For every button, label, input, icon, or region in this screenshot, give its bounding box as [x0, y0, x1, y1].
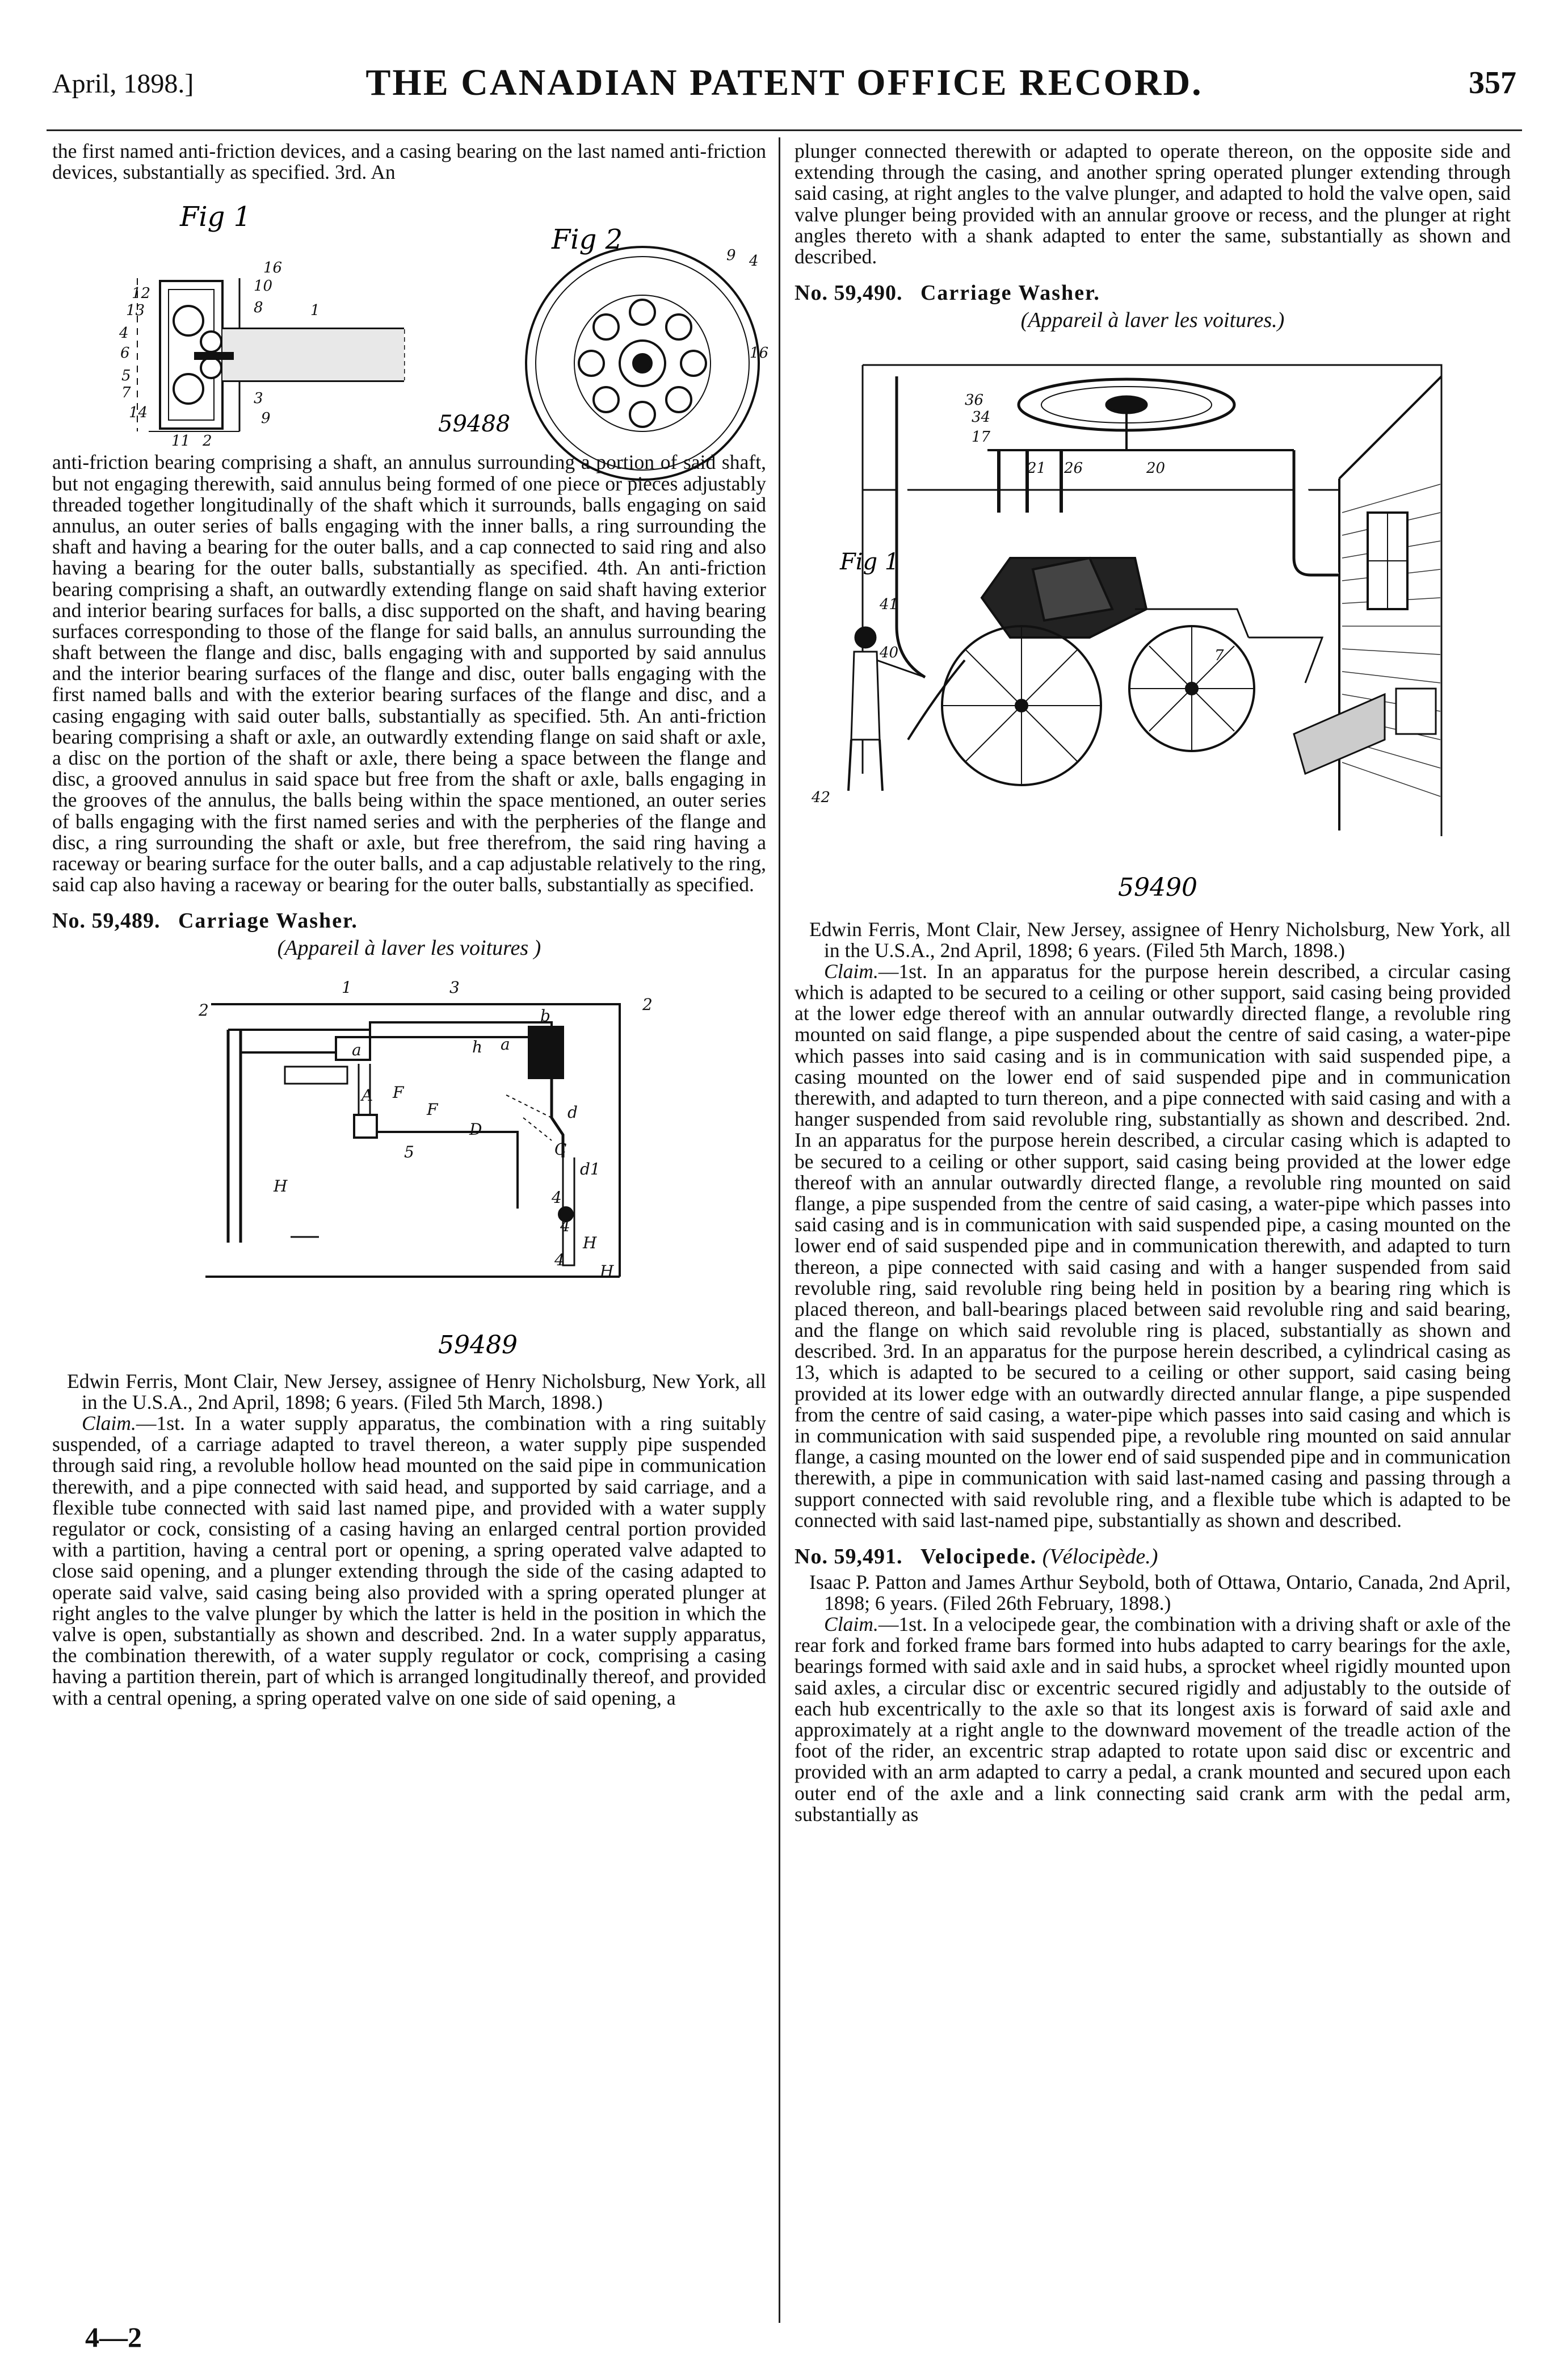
carriage-washer-figure-59490 [794, 342, 1511, 910]
carriage-wash-room-illustration [794, 342, 1511, 910]
anti-friction-bearing-drawing [52, 193, 768, 450]
french-title: (Vélocipède.) [1042, 1544, 1158, 1568]
ceiling-wheel [897, 376, 1339, 677]
svg-text:11: 11 [171, 433, 191, 450]
svg-text:2: 2 [199, 1000, 209, 1020]
svg-text:d1: d1 [580, 1159, 600, 1178]
patent-title: Velocipede. [920, 1544, 1037, 1568]
svg-text:d: d [567, 1102, 578, 1122]
svg-text:9: 9 [726, 247, 736, 265]
fig-label-59490: Fig 1 [840, 548, 899, 575]
patent-heading-59490 [794, 282, 1511, 305]
claim-text: —1st. In an apparatus for the purpose herein described, a circular casing which is adapted to be secured to a ceiling or other support, said casing being provided at the lower edge thereof with an annular outwardly directed flange, a revoluble ring mounted on said flange, a pipe suspended about the centre of said casing, a water-pipe which passes into said casing and is in communication with said suspended pipe, a casing mounted on the lower end of said suspended pipe and in communication therewith, and adapted to turn thereon, and a pipe connected with said casing and with a hanger suspended from said revoluble ring, substantially as shown and described. 2nd. In an apparatus for the purpose herein described, a circular casing which is adapted to be secured to a ceiling or other support, said casing being provided at the lower edge thereof with an annular outwardly directed flange, a revoluble ring mounted on said flange, a pipe suspended from the centre of said casing, a water-pipe which passes into said casing and is in communication with said suspended pipe, a casing mounted on the lower end of said suspended pipe and in communication therewith, and adapted to turn thereon, a pipe connected with said casing and with a hanger suspended from said revoluble ring, said revoluble ring being held in position by a bearing ring which is placed thereon, and ball-bearings placed between said revoluble ring and said bearing, and the flange on which said revoluble ring is placed, substantially as shown and described. 3rd. In an apparatus for the purpose herein described, a cylindrical casing as 13, which is adapted to be secured to a ceiling or other support, said casing being provided at its lower edge with an outwardly directed annular flange, a pipe suspended from the centre of said casing, a water-pipe which passes into said casing and which is in communication with said suspended pipe, a revoluble ring mounted on said annular flange, a casing mounted on the lower end of said suspended pipe and in communication therewith, a pipe in communication with said last-named casing and passing through a support connected with said revoluble ring, and a flexible tube which is adapted to be connected with said last-named pipe, substantially as shown and described. [794, 959, 1511, 1532]
svg-text:a: a [352, 1040, 361, 1059]
svg-text:2: 2 [203, 433, 212, 450]
svg-text:3: 3 [254, 390, 263, 408]
assignee-59491: Isaac P. Patton and James Arthur Seybold, both of Ottawa, Ontario, Canada, 2nd April, 1898; 6 years. (Filed 26th February, 1898.) [809, 1570, 1511, 1614]
left-column [52, 141, 766, 1709]
svg-text:16: 16 [263, 259, 283, 277]
carryover-claim-text: plunger connected therewith or adapted to operate thereon, on the opposite side and extending through the casing, and another spring operated plunger extending through said casing, at right angles to the valve plunger, and adapted to hold the valve open, said valve plunger being provided with an annular groove or recess, and the plunger at right angles thereto with a shank adapted to enter the same, substantially as shown and described. [794, 140, 1511, 268]
svg-text:b: b [540, 1006, 550, 1025]
fig1-label: Fig 1 [180, 201, 251, 233]
header-rule [47, 129, 1522, 131]
svg-text:20: 20 [1146, 459, 1166, 477]
svg-text:1: 1 [310, 302, 320, 320]
svg-text:a: a [501, 1034, 510, 1054]
svg-text:3: 3 [449, 978, 460, 997]
svg-text:13: 13 [126, 302, 145, 320]
svg-text:14: 14 [129, 404, 148, 422]
fig-number-59489: 59489 [438, 1330, 518, 1360]
fig-number-59488: 59488 [438, 411, 511, 438]
french-title: (Appareil à laver les voitures ) [277, 936, 541, 960]
claims-continuation: anti-friction bearing comprising a shaft, an annulus surrounding a portion of said shaft, but not engaging therewith, said annulus being formed of one piece or pieces adjustably threaded together longitudinally of the shaft which it surrounds, balls engaging on said annulus, an outer series of balls engaging with the inner balls, a ring surrounding the shaft and having a bearing for the outer balls, and a cap connected to said ring and also having a bearing for the outer balls, substantially as specified. 4th. An anti-friction bearing comprising a shaft, an outwardly extending flange on said shaft having exterior and interior bearing surfaces for balls, a disc supported on the shaft, and having bearing surfaces corresponding to those of the flange for said balls, an annulus surrounding the shaft between the flange and disc, balls engaging with and supported by said annulus and the interior bearing surfaces of the flange and disc, outer balls engaging with the first named balls and with the exterior bearing surfaces of the flange and disc, and a casing engaging with said outer balls, substantially as specified. 5th. An anti-friction bearing comprising a shaft or axle, an outwardly extending flange on said shaft or axle, a disc on the portion of the shaft or axle, there being a space between the flange and disc, a grooved annulus in said space but free from the shaft or axle, balls engaging in the grooves of the annulus, the balls being within the space mentioned, an outer series of balls engaging with the first named series and with the perpheries of the flange and disc, a ring surrounding the shaft or axle, but free therefrom, the said ring having a raceway or bearing surface for the outer balls, and a cap adjustable relatively to the ring, said cap also having a raceway or bearing for the outer balls, substantially as specified. [52, 451, 766, 896]
page-header [52, 61, 1516, 107]
svg-text:C: C [554, 1139, 567, 1159]
signature-mark: 4—2 [85, 2321, 142, 2353]
claim-label: Claim. [824, 959, 878, 983]
svg-text:H: H [583, 1233, 597, 1252]
svg-text:6: 6 [120, 345, 130, 362]
svg-text:12: 12 [132, 285, 151, 303]
svg-text:4: 4 [119, 325, 129, 342]
svg-text:21: 21 [1027, 459, 1046, 477]
svg-text:16: 16 [749, 345, 768, 362]
claim-59491 [794, 1614, 1511, 1825]
svg-text:F: F [427, 1100, 438, 1119]
svg-text:A: A [361, 1085, 373, 1105]
claim-label: Claim. [824, 1613, 878, 1636]
svg-text:9: 9 [261, 410, 271, 427]
fig1-bearing-section [137, 278, 404, 431]
issue-date: April, 1898.] [52, 69, 194, 99]
assignee-59489: Edwin Ferris, Mont Clair, New Jersey, assignee of Henry Nicholsburg, New York, all in the U.S.A., 2nd April, 1898; 6 years. (Filed 5th March, 1898.) [67, 1369, 766, 1413]
patent-heading-59489 [52, 910, 766, 933]
svg-text:4: 4 [560, 1216, 570, 1235]
svg-text:4: 4 [749, 253, 759, 270]
svg-text:40: 40 [880, 644, 899, 661]
svg-text:h: h [472, 1037, 483, 1056]
svg-text:41: 41 [880, 595, 899, 613]
svg-text:7: 7 [1214, 647, 1224, 664]
carryover-text: the first named anti-friction devices, and a casing bearing on the last named anti-friction devices, substantially as specified. 3rd. An [52, 140, 766, 184]
window [1368, 513, 1407, 609]
patent-number: No. 59,490. [794, 281, 903, 305]
carriage [942, 558, 1322, 785]
column-divider [779, 137, 780, 2323]
svg-text:5: 5 [404, 1142, 414, 1161]
svg-text:5: 5 [121, 367, 131, 385]
french-title: (Appareil à laver les voitures.) [1020, 308, 1285, 332]
bearing-figures [52, 193, 768, 450]
svg-text:26: 26 [1064, 459, 1083, 477]
svg-text:17: 17 [972, 428, 991, 446]
svg-text:10: 10 [254, 278, 273, 295]
svg-text:34: 34 [972, 408, 991, 426]
journal-title: THE CANADIAN PATENT OFFICE RECORD. [365, 62, 1203, 103]
svg-text:4: 4 [552, 1188, 562, 1207]
claim-text: —1st. In a velocipede gear, the combination with a driving shaft or axle of the rear fork and forked frame bars formed into hubs adapted to carry bearings for the axle, bearings formed with said axle and in said hubs, a sprocket wheel rigidly mounted upon said axles, a circular disc or excentric secured rigidly and adjustably to the outside of each hub excentrically to the axle so that its longest axis is forward of said axle and approximately at a right angle to the downward movement of the treadle action of the foot of the rider, an excentric strap adapted to rotate upon said disc or excentric and provided with an arm adapted to carry a pedal, a crank mounted and secured upon each outer end of the axle and a link connecting said crank arm with the pedal arm, substantially as [794, 1613, 1511, 1826]
claim-59489 [52, 1413, 766, 1709]
patent-heading-59491 [794, 1546, 1511, 1568]
carriage-washer-figure-59489 [52, 970, 766, 1362]
patent-title: Carriage Washer. [920, 281, 1100, 305]
svg-text:36: 36 [965, 391, 984, 409]
claim-label: Claim. [82, 1412, 136, 1435]
claim-59490 [794, 961, 1511, 1531]
right-column [794, 141, 1511, 1825]
svg-text:2: 2 [642, 995, 653, 1014]
fig2-end-view [526, 247, 759, 480]
fig-number-59490: 59490 [1118, 873, 1197, 902]
svg-text:8: 8 [254, 299, 263, 317]
page-number: 357 [1469, 65, 1516, 100]
patent-title: Carriage Washer. [178, 909, 358, 933]
svg-text:H: H [274, 1176, 288, 1196]
assignee-59490: Edwin Ferris, Mont Clair, New Jersey, assignee of Henry Nicholsburg, New York, all in the U.S.A., 2nd April, 1898; 6 years. (Filed 5th March, 1898.) [809, 917, 1511, 962]
svg-text:H: H [600, 1261, 614, 1281]
carriage-washer-drawing [52, 970, 766, 1362]
patent-number: No. 59,491. [794, 1544, 903, 1568]
svg-text:42: 42 [812, 788, 831, 806]
patent-number: No. 59,489. [52, 909, 161, 933]
svg-text:4: 4 [554, 1250, 565, 1269]
svg-text:F: F [393, 1083, 404, 1102]
claim-text: —1st. In a water supply apparatus, the combination with a ring suitably suspended, of a carriage adapted to travel thereon, a water supply pipe suspended through said ring, a revoluble hollow head mounted on the said pipe in communication therewith, and a pipe connected with said head, and supported by said carriage, and a flexible tube connected with said last named pipe, and provided with a water supply regulator or cock, consisting of a casing having an enlarged central portion provided with a partition, having a central port or opening, a spring operated valve adapted to close said opening, and a plunger extending through the side of the casing adapted to operate said valve, said casing being also provided with a spring operated plunger at right angles to the valve plunger by which the latter is held in the position in which the valve is open, substantially as shown and described. 2nd. In a water supply apparatus, the combination therewith, of a water supply regulator or cock, comprising a casing having a partition therein, part of which is arranged longitudinally thereof, and provided with a central opening, a spring operated valve on one side of said opening, a [52, 1412, 766, 1709]
svg-text:D: D [469, 1119, 482, 1139]
svg-text:7: 7 [121, 384, 131, 402]
room-walls [863, 365, 1441, 836]
fig2-label: Fig 2 [552, 224, 623, 256]
svg-text:1: 1 [342, 978, 352, 997]
